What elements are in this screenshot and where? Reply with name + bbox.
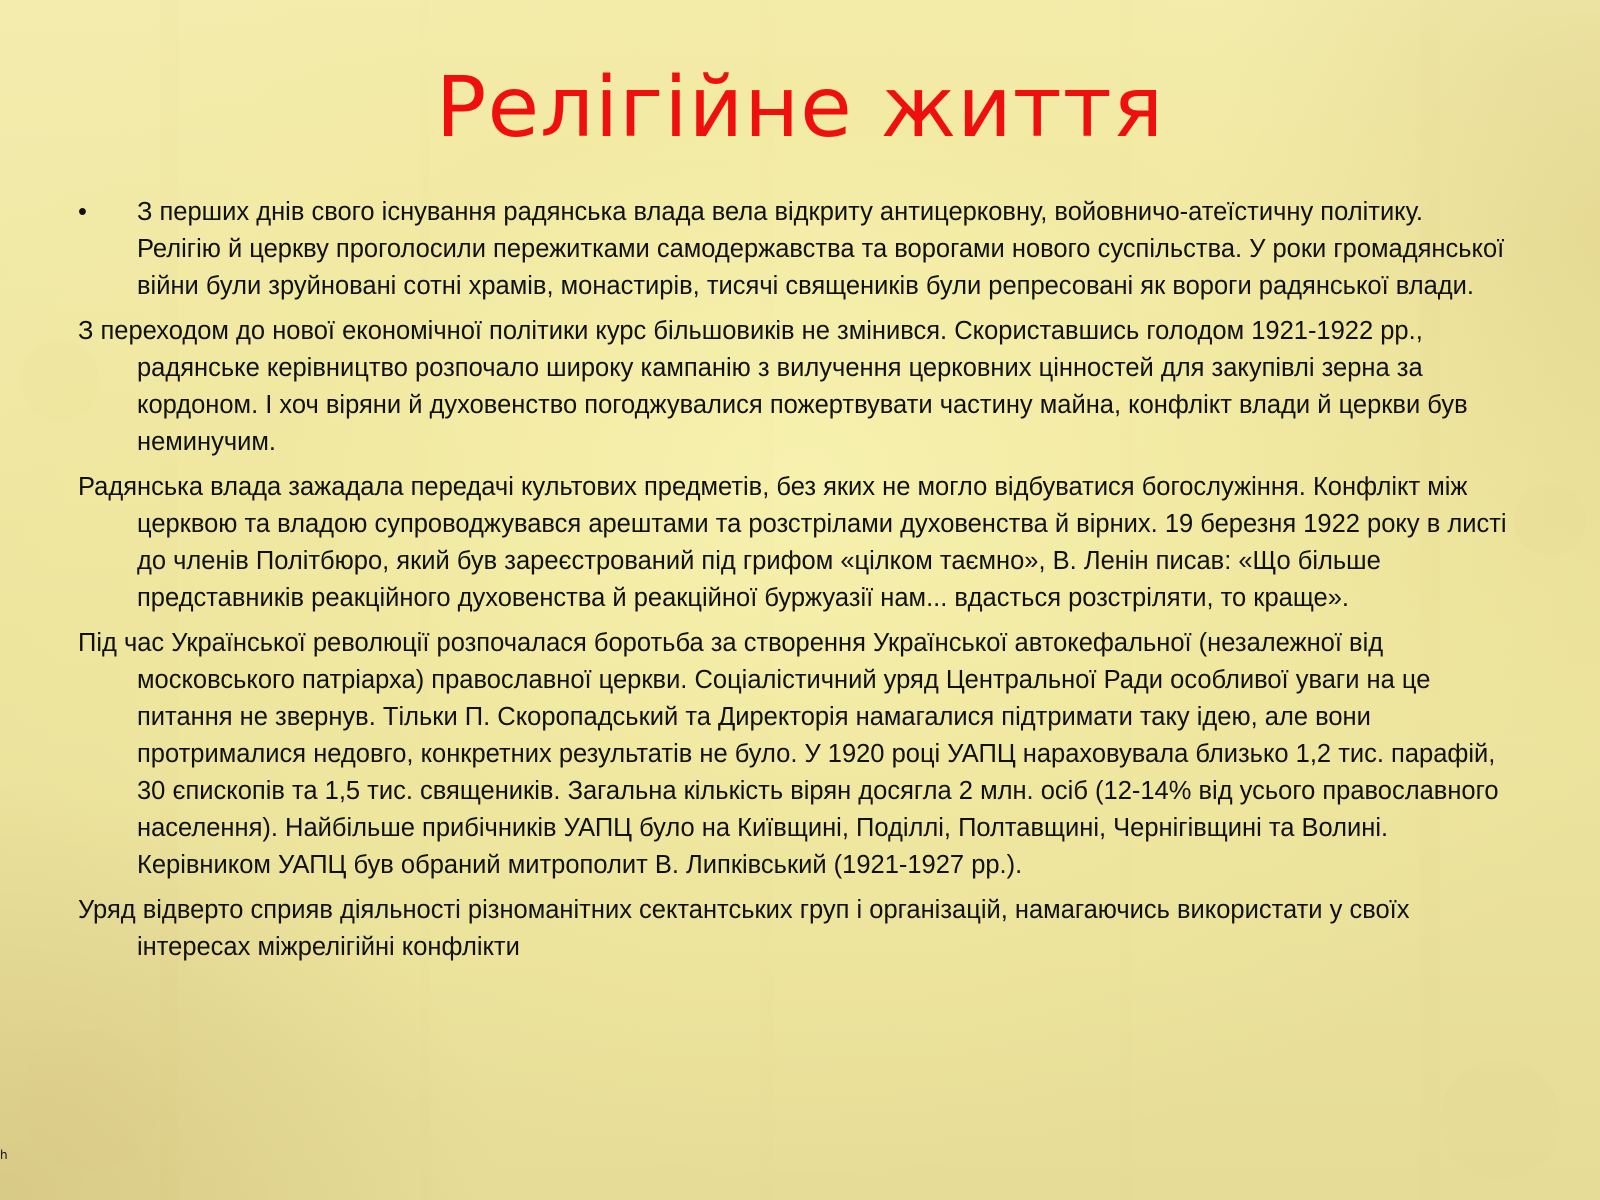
slide-body: [78, 194, 1510, 974]
paragraph-5-text: Уряд відверто сприяв діяльності різноманітних сектантських груп і організацій, намагаючись використати у своїх інтересах міжрелігійні конфлікти: [78, 896, 1410, 961]
bullet-icon: •: [78, 198, 87, 226]
paragraph-4-text: Під час Української революції розпочалася боротьба за створення Української автокефальної (незалежної від московського патріарха) православної церкви. Соціалістичний уряд Центральної Ради особливої уваги на це питання не звернув. Тільки П. Скоропадський та Директорія намагалися підтримати таку ідею, але вони протрималися недовго, конкретних результатів не було. У 1920 році УАПЦ нараховувала близько 1,2 тис. парафій, 30 єпископів та 1,5 тис. священиків. Загальна кількість вірян досягла 2 млн. осіб (12-14% від усього православного населення). Найбільше прибічників УАПЦ було на Київщині, Поділлі, Полтавщині, Чернігівщині та Волині. Керівником УАПЦ був обраний митрополит В. Липківський (1921-1927 рр.).: [78, 629, 1499, 879]
paragraph-5: [78, 892, 1510, 966]
corner-mark: h: [0, 1148, 8, 1162]
paragraph-3-text: Радянська влада зажадала передачі культових предметів, без яких не могло відбуватися богослужіння. Конфлікт між церквою та владою супроводжувався арештами та розстрілами духовенства й вірних. 19 березня 1922 року в листі до членів Політбюро, який був зареєстрований під грифом «цілком таємно», В. Ленін писав: «Що більше представників реакційного духовенства й реакційної буржуазії нам... вдасться розстріляти, то краще».: [78, 473, 1507, 612]
paragraph-1: [78, 194, 1510, 305]
paragraph-4: [78, 625, 1510, 884]
paragraph-3: [78, 469, 1510, 617]
paragraph-2: [78, 313, 1510, 461]
slide-title: Релігійне життя: [435, 58, 1165, 156]
paragraph-1-text: З перших днів свого існування радянська влада вела відкриту антицерковну, войовничо-атеїстичну політику. Релігію й церкву проголосили пережитками самодержавства та ворогами нового суспільства. У роки громадянської війни були зруйновані сотні храмів, монастирів, тисячі священиків були репресовані як вороги радянської влади.: [137, 198, 1505, 300]
paragraph-2-text: З переходом до нової економічної політики курс більшовиків не змінився. Скориставшись голодом 1921-1922 рр., радянське керівництво розпочало широку кампанію з вилучення церковних цінностей для закупівлі зерна за кордоном. І хоч віряни й духовенство погоджувалися пожертвувати частину майна, конфлікт влади й церкви був неминучим.: [78, 317, 1468, 456]
